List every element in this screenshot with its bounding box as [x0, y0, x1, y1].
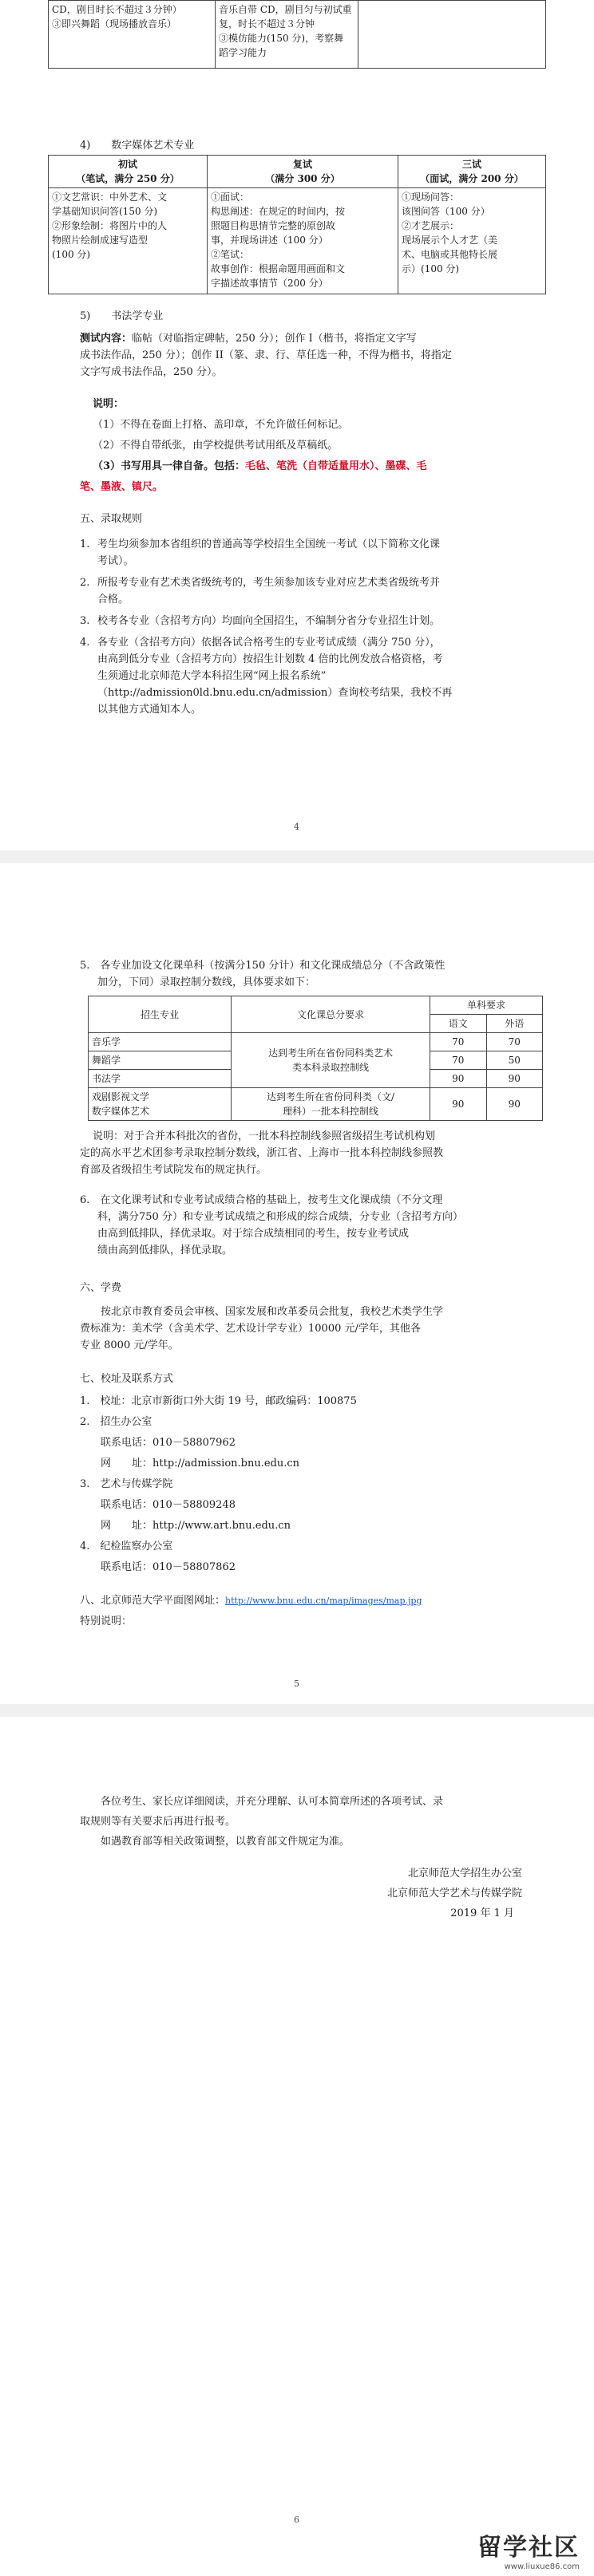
paragraph-line: 说明：对于合并本科批次的省份，一批本科控制线参照省级招生考试机构划: [93, 1130, 436, 1142]
calligraphy-content: [80, 330, 551, 381]
content-line: 成书法作品，250 分）；创作 II（篆、隶、行、草任选一种，不得为楷书，将指定: [80, 349, 452, 361]
table-cell-text: 示）(100 分): [402, 263, 460, 274]
table-cell-value: 90: [430, 1088, 487, 1121]
note-item: （2）不得自带纸张，由学校提供考试用纸及草稿纸。: [93, 440, 339, 452]
table-cell-text: ③即兴舞蹈（现场播放音乐）: [52, 18, 177, 30]
table-cell-text: 音乐自带 CD，剧目匀与初试重: [219, 4, 352, 15]
contact-line: 联系电话：010－58807962: [80, 1437, 236, 1449]
watermark-url: www.liuxue86.com: [504, 2562, 580, 2571]
page-number: 5: [294, 1679, 299, 1689]
table-cell-major: 音乐学: [89, 1033, 232, 1051]
rule-number: 2.: [80, 577, 90, 589]
table-cell-text: 达到考生所在省份同科类艺术: [267, 1047, 393, 1059]
table-header: （满分 300 分）: [265, 173, 340, 184]
contact-line: 2. 招生办公室: [80, 1416, 152, 1428]
contact-line: 网 址：http://www.art.bnu.edu.cn: [80, 1520, 291, 1532]
rule-item: [80, 536, 551, 570]
paragraph-line: 定的高水平艺术团参考录取控制分数线，浙江省、上海市一批本科控制线参照教: [80, 1147, 444, 1159]
table-cell-text: ①文艺常识：中外艺术、文: [52, 191, 168, 203]
note-highlight: 毛毡、笔洗（自带适量用水）、墨碟、毛: [245, 460, 427, 472]
table-cell-value: 70: [486, 1033, 543, 1051]
table-cell-value: 50: [486, 1051, 543, 1070]
paragraph-line: 如遇教育部等相关政策调整，以教育部文件规定为准。: [101, 1836, 350, 1848]
table-header: 语文: [430, 1015, 487, 1033]
contact-line: 联系电话：010－58809248: [80, 1499, 236, 1511]
contact-line: 网 址：http://admission.bnu.edu.cn: [80, 1458, 300, 1469]
admission-rules: [80, 536, 551, 718]
table-cell-major: 书法学: [89, 1070, 232, 1088]
note-item: （1）不得在卷面上打格、盖印章，不允许做任何标记。: [93, 419, 349, 431]
rule-line: （http://admission0ld.bnu.edu.cn/admission）查询校考结果，我校不再: [97, 687, 453, 699]
content-line: 临帖（对临指定碑帖，250 分）；创作 I（楷书，将指定文字写: [132, 333, 417, 345]
section-heading: 5) 书法学专业: [80, 310, 164, 322]
rule-line: 校考各专业（含招考方向）均面向全国招生，不编制分省分专业招生计划。: [97, 615, 441, 627]
table-cell-text: 该图问答（100 分）: [402, 206, 490, 217]
rule-line: 合格。: [97, 594, 129, 606]
paragraph-line: 各位考生、家长应详细阅读，并充分理解、认可本简章所述的各项考试、录: [101, 1796, 444, 1808]
rule-item: [80, 613, 551, 629]
table-header: 单科要求: [430, 996, 543, 1015]
digital-media-exam-table: [48, 155, 546, 294]
table-cell-text: ①面试：: [211, 191, 250, 203]
paragraph-line: 育部及省级招生考试院发布的规定执行。: [80, 1164, 267, 1176]
map-label: 八、北京师范大学平面图网址：: [80, 1595, 226, 1607]
table-cell-text: ②笔试：: [211, 249, 250, 260]
table-cell-major: 戏剧影视文学: [92, 1091, 150, 1103]
table-note: [80, 1128, 551, 1178]
table-cell-text: 复，时长不超过３分钟: [219, 18, 315, 30]
table-cell-text: 故事创作：根据命题用画面和文: [211, 263, 346, 274]
table-cell-value: 90: [430, 1070, 487, 1088]
table-header: 三试: [461, 159, 481, 170]
signature-date: 2019 年 1 月: [450, 1907, 514, 1919]
paragraph-line: 绩由高到低排队，择优录取。: [97, 1245, 233, 1256]
rule-line: 各专业（含招考方向）依据各试合格考生的专业考试成绩（满分 750 分），: [97, 637, 441, 649]
dance-exam-table: [48, 0, 546, 69]
closing-paragraph: [80, 1793, 551, 1850]
table-cell-value: 70: [430, 1051, 487, 1070]
signature-line: 北京师范大学招生办公室: [407, 1868, 522, 1880]
table-cell-value: 90: [486, 1070, 543, 1088]
rule-number: 4.: [80, 637, 90, 649]
score-requirement-table: [88, 996, 543, 1121]
rule-line: 以其他方式通知本人。: [97, 704, 202, 716]
section-heading: 六、学费: [80, 1282, 122, 1294]
table-cell-major: 舞蹈学: [89, 1051, 232, 1070]
section-heading: 五、录取规则: [80, 513, 143, 525]
table-header: 文化课总分要求: [232, 996, 430, 1033]
document-page-6: [0, 1717, 594, 2576]
content-line: 文字写成书法作品，250 分）。: [80, 366, 223, 378]
table-header: 外语: [486, 1015, 543, 1033]
paragraph-line: 专业 8000 元/学年。: [80, 1339, 179, 1351]
table-cell-text: 达到考生所在省份同科类（文/: [266, 1091, 395, 1103]
note-item: [93, 458, 556, 475]
note-highlight: 笔、墨液、镇尺。: [80, 481, 164, 493]
table-cell-text: 构思阐述：在规定的时间内，按: [211, 206, 346, 217]
note-label: 说明：: [93, 398, 125, 410]
contact-list: [80, 1393, 551, 1576]
paragraph-line: 6. 在文化课考试和专业考试成绩合格的基础上，按考生文化课成绩（不分文理: [80, 1194, 443, 1206]
watermark-logo-text: 留学社区: [477, 2534, 580, 2562]
page-separator: [0, 1704, 594, 1717]
table-header: （笔试，满分 250 分）: [76, 173, 180, 184]
table-header: 初试: [117, 159, 137, 170]
table-cell-text: 物照片绘制成速写造型: [52, 235, 148, 246]
table-cell-major: 数字媒体艺术: [92, 1106, 150, 1117]
section-heading: 七、校址及联系方式: [80, 1373, 174, 1385]
table-cell-text: 类本科录取控制线: [291, 1062, 369, 1073]
item-6: [80, 1192, 551, 1259]
paragraph-line: 5. 各专业加设文化课单科（按满分150 分计）和文化课成绩总分（不含政策性: [80, 960, 446, 972]
table-cell-text: 现场展示个人才艺（美: [402, 235, 498, 246]
table-header: 复试: [292, 159, 312, 170]
paragraph-line: 按北京市教育委员会审核、国家发展和改革委员会批复，我校艺术类学生学: [101, 1306, 444, 1318]
page-number: 6: [294, 2515, 299, 2525]
table-cell-text: ①现场问答：: [402, 191, 460, 203]
rule-line: 生须通过北京师范大学本科招生网“网上报名系统”: [97, 670, 327, 682]
section-heading: 4) 数字媒体艺术专业: [80, 140, 195, 152]
rule-line: 所报考专业有艺术类省级统考的，考生须参加该专业对应艺术类省级统考并: [97, 577, 441, 589]
table-header: （面试，满分 200 分）: [420, 173, 524, 184]
paragraph-line: 费标准为：美术学（含美术学、艺术设计学专业）10000 元/学年，其他各: [80, 1323, 421, 1335]
table-header: 招生专业: [89, 996, 232, 1033]
table-cell-value: 70: [430, 1033, 487, 1051]
rule-line: 考生均须参加本省组织的普通高等学校招生全国统一考试（以下简称文化课: [97, 538, 441, 550]
table-cell-text: 术、电脑或其他特长展: [402, 249, 498, 260]
site-watermark: [477, 2527, 580, 2571]
item-5: [80, 957, 551, 991]
contact-line: 4. 纪检监察办公室: [80, 1540, 173, 1552]
rule-number: 1.: [80, 538, 90, 550]
signature-block: [387, 1865, 522, 1922]
signature-line: 北京师范大学艺术与传媒学院: [386, 1888, 522, 1899]
contact-line: 1. 校址：北京市新街口外大街 19 号，邮政编码：100875: [80, 1395, 357, 1407]
rule-item: [80, 634, 551, 718]
note-text: （3）书写用具一律自备。包括：: [93, 460, 246, 472]
table-cell-text: 学基础知识问答(150 分): [52, 206, 158, 217]
fee-paragraph: [80, 1304, 551, 1354]
page-number: 4: [294, 822, 299, 832]
table-cell-text: 理科）一批本科控制线: [282, 1106, 378, 1117]
table-cell-text: ②形象绘制：将图片中的人: [52, 220, 168, 231]
rule-line: 考试）。: [97, 555, 134, 567]
document-page-5: [0, 863, 594, 1704]
table-cell-text: CD，剧目时长不超过３分钟）: [52, 4, 182, 15]
table-cell-text: 字描述故事情节（200 分）: [211, 278, 328, 289]
contact-line: 联系电话：010－58807862: [80, 1561, 236, 1573]
table-cell-text: 照题目构思情节完整的原创故: [211, 220, 336, 231]
table-cell-text: 事，并现场讲述（100 分）: [211, 235, 328, 246]
rule-number: 3.: [80, 615, 90, 627]
page-separator: [0, 850, 594, 863]
rule-line: 由高到低分专业（含招考方向）按招生计划数 4 倍的比例发放合格资格，考: [97, 653, 443, 665]
table-cell-text: ③模仿能力(150 分)，考察舞: [219, 33, 344, 44]
contact-line: 3. 艺术与传媒学院: [80, 1478, 173, 1490]
table-cell-value: 90: [486, 1088, 543, 1121]
map-link[interactable]: http://www.bnu.edu.cn/map/images/map.jpg: [225, 1596, 422, 1606]
map-line: [80, 1592, 422, 1609]
content-label: 测试内容：: [80, 333, 133, 345]
rule-item: [80, 574, 551, 608]
special-note-label: 特别说明：: [80, 1615, 133, 1627]
table-cell-text: (100 分): [52, 249, 91, 260]
table-cell-text: 蹈学习能力: [219, 47, 267, 58]
paragraph-line: 加分，下同）录取控制分数线，具体要求如下：: [97, 976, 316, 988]
document-page-4: [0, 0, 594, 850]
paragraph-line: 由高到低排队，择优录取。对于综合成绩相同的考生，按专业考试成: [97, 1228, 410, 1240]
table-cell-text: ②才艺展示：: [402, 220, 460, 231]
paragraph-line: 取规则等有关要求后再进行报考。: [80, 1816, 236, 1828]
paragraph-line: 科，满分750 分）和专业考试成绩之和形成的综合成绩，分专业（含招考方向）: [97, 1211, 463, 1223]
